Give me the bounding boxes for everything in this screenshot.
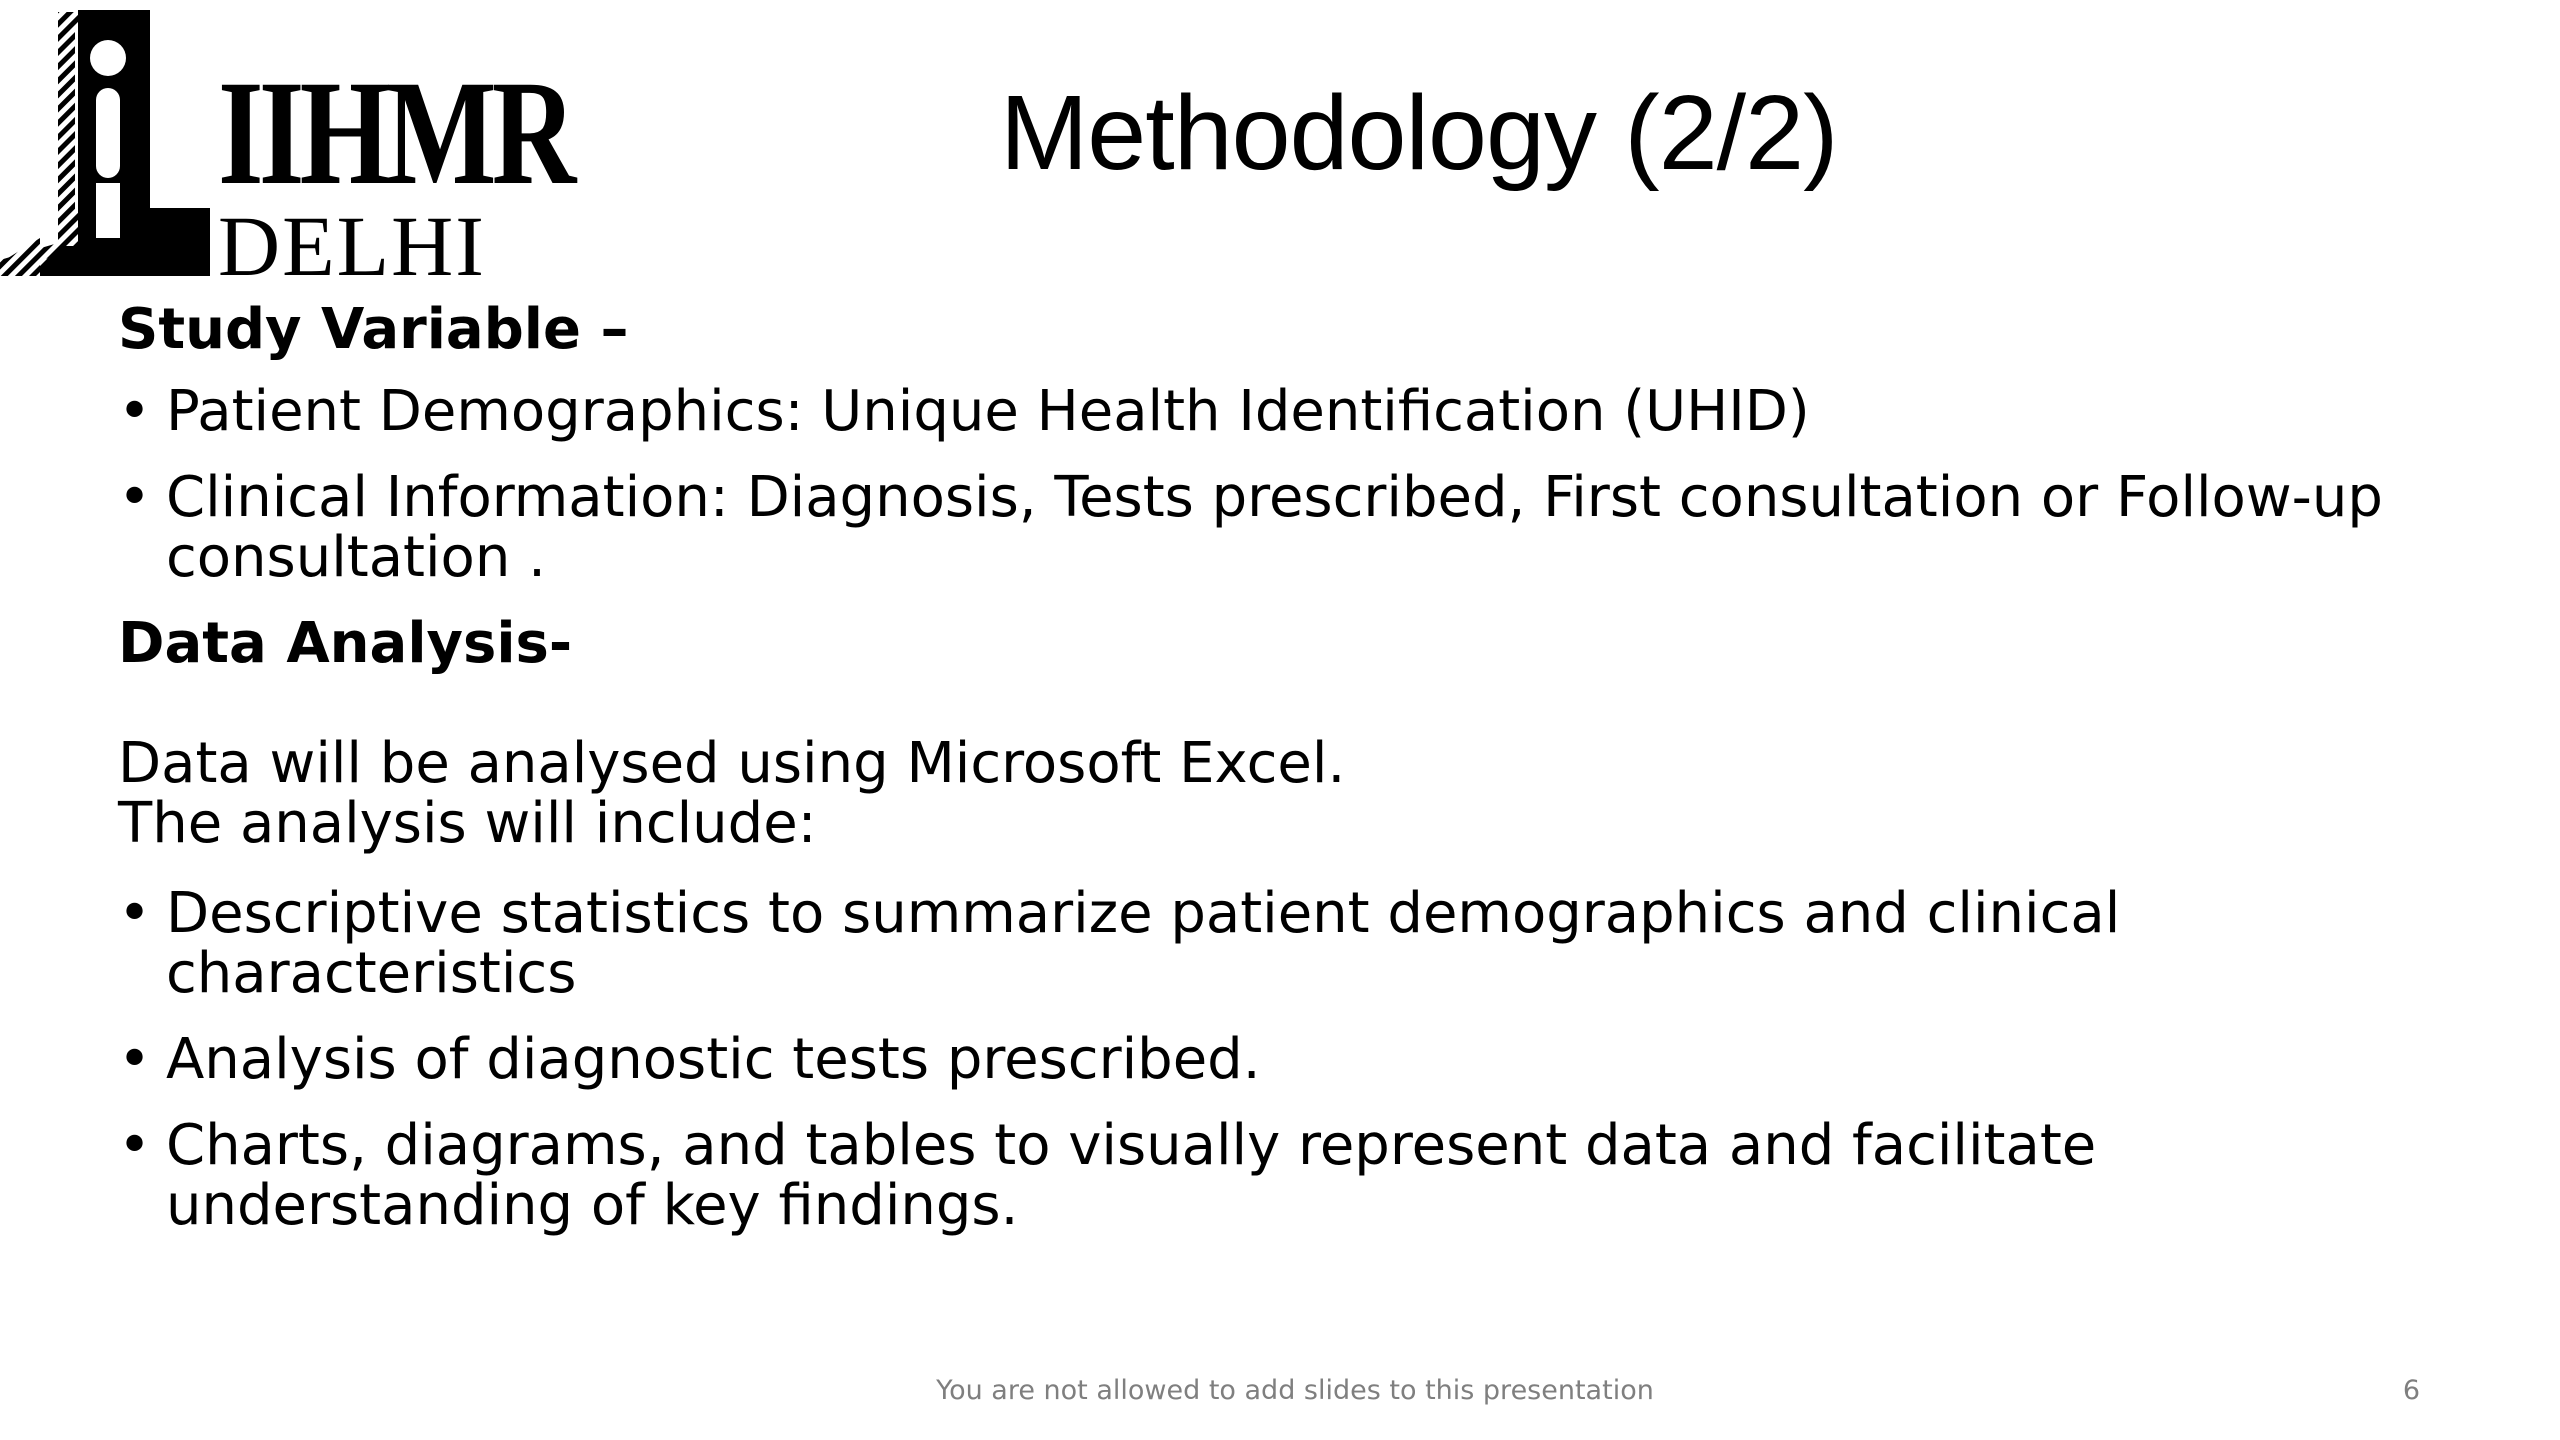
slide-title: Methodology (2/2) <box>1000 74 1838 192</box>
study-variable-bullet: • Patient Demographics: Unique Health Identification (UHID) <box>118 382 2458 442</box>
data-analysis-bullet: • Analysis of diagnostic tests prescribed. <box>118 1030 2458 1090</box>
data-analysis-intro <box>118 731 2458 856</box>
footer-note: You are not allowed to add slides to this presentation <box>936 1375 1654 1406</box>
study-variable-bullet: • Clinical Information: Diagnosis, Tests prescribed, First consultation or Follow-up consultation . <box>118 468 2458 588</box>
data-analysis-intro-line: Data will be analysed using Microsoft Excel. <box>118 731 1346 796</box>
logo-city: DELHI <box>218 198 486 294</box>
slide-content <box>118 297 2458 1262</box>
data-analysis-bullet: • Descriptive statistics to summarize patient demographics and clinical characteristics <box>118 884 2458 1004</box>
data-analysis-bullet: • Charts, diagrams, and tables to visually represent data and facilitate understanding of key findings. <box>118 1116 2458 1236</box>
logo-emblem-icon <box>0 8 230 280</box>
iihmr-logo <box>0 8 572 294</box>
slide-number: 6 <box>2402 1375 2420 1406</box>
logo-letters: IIHMR <box>218 50 572 216</box>
data-analysis-intro-line: The analysis will include: <box>118 791 817 856</box>
data-analysis-heading: Data Analysis- <box>118 611 573 676</box>
study-variable-heading: Study Variable – <box>118 297 629 362</box>
